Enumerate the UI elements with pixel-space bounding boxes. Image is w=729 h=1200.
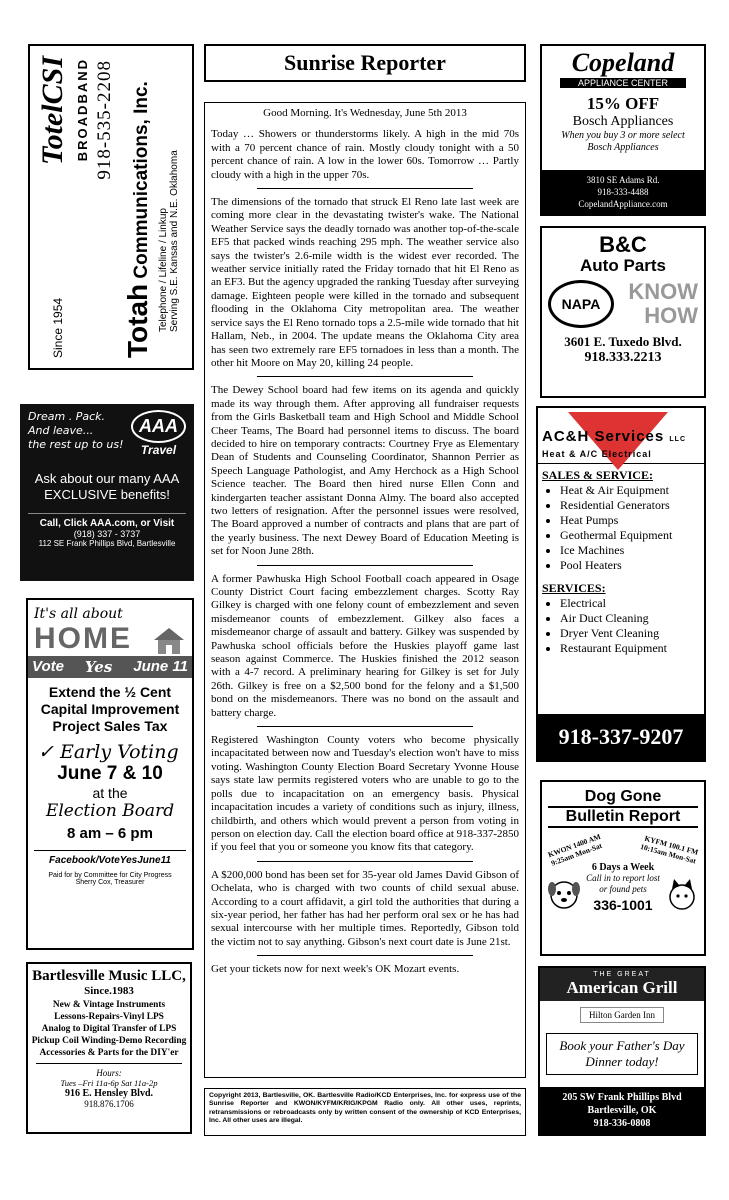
aaa-cta: Call, Click AAA.com, or Visit <box>39 518 175 529</box>
greeting: Good Morning. It's Wednesday, June 5th 2013 <box>263 107 467 119</box>
copeland-condition: When you buy 3 or more select Bosch Appliances <box>561 130 685 153</box>
bc-address: 3601 E. Tuxedo Blvd. <box>564 334 682 349</box>
totah-company: Totah Communications, Inc. <box>122 81 153 358</box>
dog-icon <box>546 877 582 913</box>
voting-dates: June 7 & 10 <box>57 763 163 784</box>
dog-days: 6 Days a Week <box>591 862 655 873</box>
copeland-contact: 3810 SE Adams Rd. 918-333-4488 CopelandAppliance.com <box>542 170 704 214</box>
music-service-line: Lessons-Repairs-Vinyl LPS <box>54 1012 164 1022</box>
totah-rotated-content <box>36 52 186 362</box>
music-service-line: Accessories & Parts for the DIY'er <box>39 1048 179 1058</box>
totah-ad[interactable] <box>28 44 194 370</box>
dog-title2: Bulletin Report <box>548 806 698 828</box>
election-board: Election Board <box>45 801 175 821</box>
news-paragraph: Registered Washington County voters who become physically incapacitated between now and Tuesday's election won't have to miss voting. Washington County Election Board Secretary Yvonne House says state law permits registered voters who are unable to go to the polls due to incapacitation on an emergency basis. Physical incapacitation incudes a variety of conditions such as injury, illness, childbirth, and others which would prevent a person from voting in person on election day. Call the election board office at 918-337-2850 if you feel that you or someone you know fits that category. <box>211 734 519 854</box>
sales-list <box>538 483 704 573</box>
copeland-banner: APPLIANCE CENTER <box>560 78 686 88</box>
services-item: • Dryer Vent Cleaning <box>560 626 704 641</box>
aaa-travel-ad[interactable] <box>20 404 194 581</box>
grill-contact: 205 SW Frank Phillips Blvd Bartlesville, OK 918-336-0808 <box>540 1087 704 1134</box>
music-service-line: Analog to Digital Transfer of LPS <box>41 1024 177 1034</box>
at-the: at the <box>92 785 128 801</box>
ach-phone: 918-337-9207 <box>538 714 704 760</box>
article-divider <box>257 376 473 377</box>
article-divider <box>257 726 473 727</box>
totah-services: Telephone / Lifeline / Linkup <box>158 208 169 332</box>
services-list <box>538 596 704 656</box>
music-phone: 918.876.1706 <box>84 1099 134 1109</box>
copeland-offer: 15% OFF <box>586 94 660 113</box>
since-label: Since 1954 <box>51 297 65 358</box>
cat-icon <box>664 877 700 913</box>
page-title: Sunrise Reporter <box>204 44 526 82</box>
news-paragraph: The Dewey School board had few items on its agenda and quickly made its way through them. After approving all fundraiser requests from the Girls Basketball team and High School and Middle School Cheer Teams, The Board had personnel items to discuss. The board decided to hire on temporary contracts: Courtney Frye as Elementary Dean of Students and Counseling Coordinator, Shannon Perrier as Speech Language Pathologist, and Amy Herchock as a High School Science teacher. The Board then hired nurse Ellen Conn and kindergarten teacher assistant Donna Almy. The board also accepted two letters of resignation. After the personnel issues were resolved, The Board approved a number of contracts and plans that are part of the yearly business. The next Dewey Board of Education Meeting is set for Noon June 28th. <box>211 384 519 558</box>
totah-phone: 918-535-2208 <box>94 60 115 180</box>
treasurer: Sherry Cox, Treasurer <box>75 879 145 886</box>
article-divider <box>257 565 473 566</box>
copyright-notice: Copyright 2013, Bartlesville, OK. Bartlesville Radio/KCD Enterprises, Inc. for express use of the Sunrise Reporter and KWON/KYFM/KRIG/KPGM Radio only. All other uses, reprints, retransmissions or rebroadcasts only by written consent of the ownership of KCD Enterprises, Inc. All other uses are illegal. <box>204 1088 526 1136</box>
sales-item: • Geothermal Equipment <box>560 528 704 543</box>
early-voting: ✓ Early Voting <box>38 741 179 763</box>
napa-logo: NAPA <box>548 280 614 328</box>
dog-title1: Dog Gone <box>584 788 662 805</box>
hilton-logo: Hilton Garden Inn <box>580 1007 664 1023</box>
ach-name: AC&H Services LLC <box>542 428 686 445</box>
dog-gone-bulletin-ad[interactable] <box>540 780 706 956</box>
services-item: • Electrical <box>560 596 704 611</box>
home-extend: Extend the ½ Cent Capital Improvement Project Sales Tax <box>40 684 180 734</box>
sales-item: • Heat & Air Equipment <box>560 483 704 498</box>
music-service-line: Pickup Coil Winding-Demo Recording <box>31 1036 187 1046</box>
news-paragraph: The dimensions of the tornado that struck El Reno late last week are coming more clear in the devastating twister's wake. The National Weather Service says the deadly tornado was another top-of-the-scale EF5 that packed winds reaching 295 mph. The weather service also says the twister's 2.6-mile width is the widest ever recorded. The weather service initially rated the Friday tornado that hit El Reno as an EF3. But the agency upgraded the ranking Tuesday after surveying damage. Eighteen people were killed in the tornado and subsequent flooding in the Oklahoma City metropolitan area. The weather service says the El Reno tornado tops a 2.5-mile wide tornado that hit Hallam, Neb., in 2004. The update means the Oklahoma City area has seen two extremely rare EF5 tornadoes in less than a month. The other hit Moore on May 20, killing 24 people. <box>211 196 519 369</box>
bc-auto-parts-ad[interactable] <box>540 226 706 398</box>
copeland-website[interactable]: CopelandAppliance.com <box>578 199 668 209</box>
aaa-phone: (918) 337 - 3737 <box>73 529 141 539</box>
music-services-list <box>28 999 190 1059</box>
vote-banner: Vote Yes June 11 <box>28 656 192 678</box>
dog-call: Call in to report lost or found pets <box>586 873 660 894</box>
home-big: HOME <box>34 622 132 655</box>
kyfm-station: KYFM 100.1 FM 10:15am Mon-Sat <box>639 833 700 866</box>
services-item: • Air Duct Cleaning <box>560 611 704 626</box>
news-column <box>204 102 526 1078</box>
house-icon <box>152 626 186 656</box>
dog-phone: 336-1001 <box>593 897 653 913</box>
kwon-station: KWON 1400 AM 9:25am Mon-Sat <box>546 831 604 868</box>
grill-promo: Book your Father's Day Dinner today! <box>546 1033 698 1075</box>
bartlesville-music-ad[interactable] <box>26 962 192 1134</box>
copeland-product: Bosch Appliances <box>572 114 674 129</box>
grill-name: American Grill <box>566 978 678 997</box>
music-name: Bartlesville Music LLC, <box>32 968 186 984</box>
news-paragraph: A former Pawhuska High School Football coach appeared in Osage County District Court facing embezzlement charges. Scotty Ray Gilkey is charged with one felony count of embezzlement and seven misdemeanor counts of embezzlement. Gilkey also faces a misdemeanor charge of assault and battery. Gilkey was suspended by Pawhuska school officials before the Huskies playoff game last season against Commerce. The Huskies finished the 2012 season with a 4-7 record. A preliminary hearing for Gilkey is set for July 26th. Gilkey is free on a $2,500 bond for the felony and a $1,500 bond on the misdemeanors. There was no bond on the assault and battery charge. <box>211 572 519 719</box>
ach-services-ad[interactable] <box>536 406 706 762</box>
totah-service-area: Serving S.E. Kansas and N.E. Oklahoma <box>169 150 180 332</box>
bc-auto-parts: Auto Parts <box>580 256 666 275</box>
music-hours-label: Hours: <box>96 1068 122 1078</box>
home-sales-tax-ad[interactable] <box>26 598 194 950</box>
aaa-tagline: Dream . Pack. And leave... the rest up to us! <box>28 410 124 451</box>
music-address: 916 E. Hensley Blvd. <box>64 1088 154 1099</box>
article-divider <box>257 861 473 862</box>
news-paragraph: A $200,000 bond has been set for 35-year old James David Gibson of Ochelata, who is charged with two counts of child sexual abuse. According to a court affidavit, a girl told the authorities that during a six-year period, her father has had her perform oral sex or he has had sexual intercourse with her multiple times. Reportedly, Gibson told the victim not to say anything. Gibson's next court date is June 21st. <box>211 868 519 948</box>
aaa-address: 112 SE Frank Phillips Blvd, Bartlesville <box>38 539 176 548</box>
sales-item: • Heat Pumps <box>560 513 704 528</box>
article-divider <box>257 955 473 956</box>
ach-sub: Heat & A/C Electrical <box>542 449 652 459</box>
services-heading: SERVICES: <box>542 581 606 595</box>
sales-item: • Residential Generators <box>560 498 704 513</box>
sales-item: • Pool Heaters <box>560 558 704 573</box>
aaa-logo: AAA Travel <box>131 410 186 457</box>
sales-item: • Ice Machines <box>560 543 704 558</box>
news-paragraph: Today … Showers or thunderstorms likely. A high in the mid 70s with a 70 percent chance of rain. Mostly cloudy tonight with a 50 percent chance of rain. A low in the lower 60s. Tomorrow … Partly cloudy with a high in the upper 70s. <box>211 128 519 181</box>
bc-phone: 918.333.2213 <box>584 350 662 365</box>
music-service-line: New & Vintage Instruments <box>52 1000 166 1010</box>
ach-header <box>538 408 704 461</box>
news-paragraphs <box>211 128 519 976</box>
totelcsi-logo: TotelCSI <box>36 56 69 165</box>
copeland-appliance-ad[interactable] <box>540 44 706 216</box>
music-since: Since.1983 <box>84 985 134 997</box>
know-how-logo: KNOW HOW <box>628 279 698 328</box>
news-paragraph: Get your tickets now for next week's OK Mozart events. <box>211 963 460 976</box>
broadband-label: BROADBAND <box>75 58 90 162</box>
music-hours: Tues –Fri 11a-6p Sat 11a-2p <box>60 1078 158 1088</box>
home-script: It's all about <box>34 606 123 622</box>
voting-hours: 8 am – 6 pm <box>67 825 153 842</box>
services-item: • Restaurant Equipment <box>560 641 704 656</box>
american-grill-ad[interactable] <box>538 966 706 1136</box>
sales-heading: SALES & SERVICE: <box>542 468 653 482</box>
article-divider <box>257 188 473 189</box>
bc-name: B&C <box>599 232 647 257</box>
aaa-pitch: Ask about our many AAA EXCLUSIVE benefits! <box>34 471 180 502</box>
paid-for: Paid for by Committee for City Progress <box>48 872 172 879</box>
facebook-link[interactable]: Facebook/VoteYesJune11 <box>49 855 171 866</box>
grill-the-great: THE GREAT <box>593 971 651 978</box>
copeland-name: Copeland <box>571 48 675 77</box>
